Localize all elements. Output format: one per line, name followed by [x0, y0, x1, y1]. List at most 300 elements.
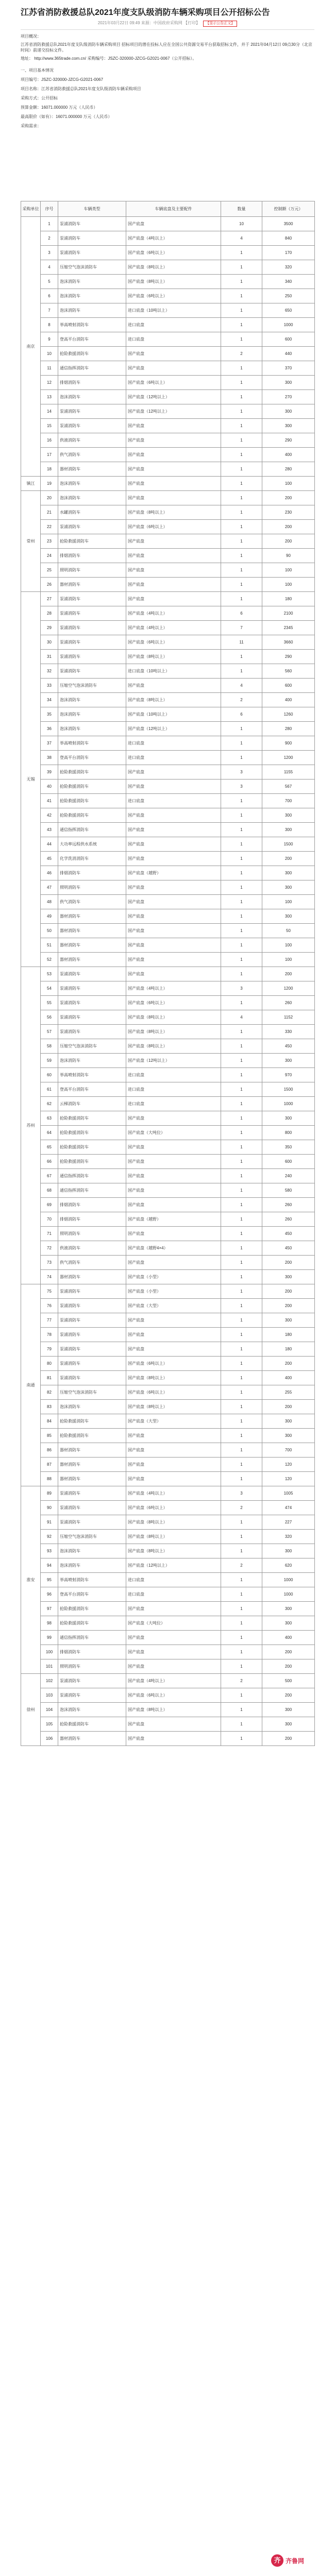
cell-type: 压缩空气泡沫消防车 — [58, 679, 126, 693]
cell-qty: 1 — [221, 1515, 262, 1530]
cell-index: 90 — [41, 1501, 58, 1515]
cell-type: 泡沫消防车 — [58, 303, 126, 318]
table-row — [21, 1111, 315, 1126]
cell-type: 泵浦消防车 — [58, 664, 126, 679]
cell-type: 泡沫消防车 — [58, 289, 126, 303]
budget-value: 16071.000000 万元（人民币） — [41, 105, 98, 110]
cell-chassis: 国产底盘 — [126, 938, 221, 953]
cell-amount: 700 — [262, 794, 315, 808]
cell-type: 器材消防车 — [58, 1270, 126, 1284]
cell-chassis: 国产底盘 — [126, 967, 221, 981]
table-row — [21, 246, 315, 260]
cell-qty: 4 — [221, 1010, 262, 1025]
cell-chassis: 国产底盘 — [126, 462, 221, 477]
cell-amount: 1000 — [262, 1573, 315, 1587]
cell-type: 抢险救援消防车 — [58, 794, 126, 808]
cell-amount: 370 — [262, 361, 315, 376]
cell-index: 98 — [41, 1616, 58, 1631]
cell-index: 38 — [41, 751, 58, 765]
cell-type: 供液消防车 — [58, 433, 126, 448]
cell-amount: 230 — [262, 505, 315, 520]
cell-amount: 200 — [262, 1284, 315, 1299]
cell-index: 104 — [41, 1703, 58, 1717]
cell-type: 泡沫消防车 — [58, 707, 126, 722]
table-row — [21, 592, 315, 606]
demand-label: 采购需求： — [21, 124, 41, 128]
table-row — [21, 1212, 315, 1227]
cell-type: 泵浦消防车 — [58, 1357, 126, 1371]
cell-chassis: 国产底盘 — [126, 895, 221, 909]
cell-amount: 260 — [262, 1198, 315, 1212]
cell-type: 压缩空气泡沫消防车 — [58, 1039, 126, 1054]
cell-qty: 1 — [221, 462, 262, 477]
cell-index: 87 — [41, 1458, 58, 1472]
cell-amount: 580 — [262, 1183, 315, 1198]
cell-type: 供气消防车 — [58, 1256, 126, 1270]
cell-amount: 500 — [262, 1674, 315, 1688]
cell-chassis: 国产底盘（12吨以上） — [126, 1054, 221, 1068]
cell-index: 67 — [41, 1169, 58, 1183]
cell-qty: 1 — [221, 967, 262, 981]
cell-index: 20 — [41, 491, 58, 505]
cell-chassis: 国产底盘（小型） — [126, 1270, 221, 1284]
cell-amount: 340 — [262, 275, 315, 289]
cell-chassis: 国产底盘 — [126, 217, 221, 231]
table-row — [21, 967, 315, 981]
cell-amount: 280 — [262, 462, 315, 477]
cell-chassis: 国产底盘 — [126, 1227, 221, 1241]
cell-amount: 900 — [262, 736, 315, 751]
table-row — [21, 1241, 315, 1256]
cell-qty: 1 — [221, 275, 262, 289]
cell-qty: 3 — [221, 765, 262, 779]
cell-type: 泵浦消防车 — [58, 996, 126, 1010]
cell-index: 11 — [41, 361, 58, 376]
table-row — [21, 1270, 315, 1284]
cell-type: 器材消防车 — [58, 909, 126, 924]
cell-index: 54 — [41, 981, 58, 996]
cell-index: 68 — [41, 1183, 58, 1198]
cell-chassis: 国产底盘（8吨以上） — [126, 275, 221, 289]
cell-index: 6 — [41, 289, 58, 303]
cell-amount: 450 — [262, 1039, 315, 1054]
cell-qty: 1 — [221, 1400, 262, 1414]
cell-chassis: 国产底盘（4吨以上） — [126, 1674, 221, 1688]
cell-amount: 200 — [262, 1732, 315, 1746]
cell-index: 91 — [41, 1515, 58, 1530]
header-index: 序号 — [41, 201, 58, 217]
cell-qty: 1 — [221, 477, 262, 491]
cell-index: 45 — [41, 852, 58, 866]
cell-chassis: 国产底盘（6吨以上） — [126, 1688, 221, 1703]
cell-type: 排烟消防车 — [58, 376, 126, 390]
cell-qty: 6 — [221, 606, 262, 621]
cell-amount: 1200 — [262, 981, 315, 996]
cell-index: 59 — [41, 1054, 58, 1068]
cell-chassis: 国产底盘 — [126, 808, 221, 823]
table-row — [21, 1371, 315, 1385]
cell-chassis: 国产底盘（8吨以上） — [126, 1544, 221, 1558]
cell-chassis: 国产底盘（8吨以上） — [126, 1515, 221, 1530]
table-row — [21, 1717, 315, 1732]
cell-chassis: 国产底盘（小型） — [126, 1284, 221, 1299]
cell-type: 泵浦消防车 — [58, 1515, 126, 1530]
cell-chassis: 国产底盘（4吨以上） — [126, 621, 221, 635]
cell-chassis: 国产底盘 — [126, 433, 221, 448]
cell-type: 排烟消防车 — [58, 549, 126, 563]
cell-index: 75 — [41, 1284, 58, 1299]
cell-chassis: 进口底盘（10吨以上） — [126, 664, 221, 679]
cell-type: 大功率远程供水系统 — [58, 837, 126, 852]
cell-amount: 100 — [262, 953, 315, 967]
cell-amount: 300 — [262, 419, 315, 433]
cell-index: 72 — [41, 1241, 58, 1256]
cell-amount: 1000 — [262, 1097, 315, 1111]
cell-index: 83 — [41, 1400, 58, 1414]
cell-type: 泵浦消防车 — [58, 1313, 126, 1328]
cell-index: 69 — [41, 1198, 58, 1212]
cell-qty: 1 — [221, 318, 262, 332]
table-row — [21, 1659, 315, 1674]
cell-type: 通信指挥消防车 — [58, 1169, 126, 1183]
cell-amount: 200 — [262, 1299, 315, 1313]
cell-type: 泵浦消防车 — [58, 635, 126, 650]
cell-chassis: 国产底盘（6吨以上） — [126, 289, 221, 303]
cell-index: 74 — [41, 1270, 58, 1284]
cell-qty: 1 — [221, 837, 262, 852]
cell-amount: 180 — [262, 592, 315, 606]
cell-chassis: 国产底盘 — [126, 578, 221, 592]
cell-chassis: 国产底盘 — [126, 1631, 221, 1645]
cell-chassis: 国产底盘（8吨以上） — [126, 1039, 221, 1054]
cell-amount: 1155 — [262, 765, 315, 779]
cell-amount: 100 — [262, 477, 315, 491]
cell-amount: 300 — [262, 1703, 315, 1717]
table-row — [21, 505, 315, 520]
cell-type: 供气消防车 — [58, 895, 126, 909]
table-row — [21, 1558, 315, 1573]
cell-qty: 1 — [221, 404, 262, 419]
table-row — [21, 1328, 315, 1342]
cell-amount: 200 — [262, 852, 315, 866]
cell-index: 19 — [41, 477, 58, 491]
cell-index: 76 — [41, 1299, 58, 1313]
cell-index: 103 — [41, 1688, 58, 1703]
cell-index: 28 — [41, 606, 58, 621]
cell-type: 泵浦消防车 — [58, 1501, 126, 1515]
cell-type: 泵浦消防车 — [58, 1688, 126, 1703]
cell-qty: 1 — [221, 736, 262, 751]
cell-qty: 1 — [221, 794, 262, 808]
cell-type: 通信指挥消防车 — [58, 1183, 126, 1198]
cell-chassis: 国产底盘（6吨以上） — [126, 635, 221, 650]
cell-index: 8 — [41, 318, 58, 332]
cell-chassis: 国产底盘 — [126, 419, 221, 433]
cell-unit: 南通 — [21, 1284, 41, 1486]
table-row — [21, 1198, 315, 1212]
watermark-text: 齐鲁网 — [286, 2557, 305, 2565]
table-row — [21, 736, 315, 751]
cell-type: 登高平台消防车 — [58, 1082, 126, 1097]
cell-chassis: 国产底盘（8吨以上） — [126, 1703, 221, 1717]
cell-unit: 南京 — [21, 217, 41, 477]
table-row — [21, 1227, 315, 1241]
cell-type: 器材消防车 — [58, 1443, 126, 1458]
table-row — [21, 549, 315, 563]
cell-index: 25 — [41, 563, 58, 578]
cell-amount: 300 — [262, 404, 315, 419]
cell-chassis: 国产底盘（8吨以上） — [126, 1025, 221, 1039]
table-row — [21, 1400, 315, 1414]
table-row — [21, 1587, 315, 1602]
cell-chassis: 进口底盘（10吨以上） — [126, 303, 221, 318]
table-row — [21, 1631, 315, 1645]
cell-chassis: 进口底盘 — [126, 1068, 221, 1082]
cell-index: 71 — [41, 1227, 58, 1241]
cell-index: 95 — [41, 1573, 58, 1587]
cell-type: 泵浦消防车 — [58, 231, 126, 246]
cell-chassis: 国产底盘（6吨以上） — [126, 996, 221, 1010]
table-row — [21, 1256, 315, 1270]
cell-index: 81 — [41, 1371, 58, 1385]
cell-amount: 600 — [262, 679, 315, 693]
table-row — [21, 895, 315, 909]
cell-index: 77 — [41, 1313, 58, 1328]
budget-label: 预算金额： — [21, 105, 41, 110]
cell-index: 24 — [41, 549, 58, 563]
cell-chassis: 国产底盘 — [126, 837, 221, 852]
table-row — [21, 981, 315, 996]
cell-type: 照明消防车 — [58, 880, 126, 895]
cell-type: 泡沫消防车 — [58, 1544, 126, 1558]
cell-amount: 300 — [262, 1544, 315, 1558]
table-row — [21, 231, 315, 246]
cell-qty: 1 — [221, 419, 262, 433]
cell-index: 63 — [41, 1111, 58, 1126]
project-number-label: 项目编号： — [21, 77, 41, 82]
table-row — [21, 361, 315, 376]
table-row — [21, 924, 315, 938]
cell-amount: 280 — [262, 722, 315, 736]
cell-chassis: 国产底盘 — [126, 1313, 221, 1328]
cell-qty: 11 — [221, 635, 262, 650]
cell-index: 96 — [41, 1587, 58, 1602]
cell-type: 云梯消防车 — [58, 1097, 126, 1111]
cell-chassis: 国产底盘 — [126, 491, 221, 505]
cell-type: 抢险救援消防车 — [58, 534, 126, 549]
cell-index: 92 — [41, 1530, 58, 1544]
table-row — [21, 808, 315, 823]
intro-text: 江苏省消防救援总队2021年度支队级消防车辆采购项目 招标项目的潜在投标人应在全国公共资源交易平台获取招标文件，并于 2021年04月12日 09点30分（北京时间）前递交投标文件。 — [21, 42, 312, 53]
cell-amount: 90 — [262, 549, 315, 563]
cell-chassis: 国产底盘（8吨以上） — [126, 1010, 221, 1025]
cell-qty: 1 — [221, 246, 262, 260]
table-row — [21, 1313, 315, 1328]
cell-chassis: 国产底盘 — [126, 1111, 221, 1126]
cell-amount: 200 — [262, 534, 315, 549]
cell-index: 51 — [41, 938, 58, 953]
cell-qty: 1 — [221, 448, 262, 462]
cell-chassis: 国产底盘 — [126, 361, 221, 376]
show-body-button[interactable]: 【显示公告正文】 — [203, 21, 237, 27]
cell-qty: 1 — [221, 852, 262, 866]
cell-chassis: 国产底盘（6吨以上） — [126, 1385, 221, 1400]
table-row — [21, 1097, 315, 1111]
cell-amount: 300 — [262, 1414, 315, 1429]
cell-index: 105 — [41, 1717, 58, 1732]
cell-index: 85 — [41, 1429, 58, 1443]
table-row — [21, 1732, 315, 1746]
header-unit: 采购单位 — [21, 201, 41, 217]
cell-index: 16 — [41, 433, 58, 448]
cell-type: 泵浦消防车 — [58, 1371, 126, 1385]
cell-qty: 1 — [221, 823, 262, 837]
cell-index: 1 — [41, 217, 58, 231]
cell-qty: 1 — [221, 1198, 262, 1212]
budget — [21, 105, 314, 110]
cell-type: 抢险救援消防车 — [58, 765, 126, 779]
cell-amount: 180 — [262, 1328, 315, 1342]
cell-qty: 1 — [221, 751, 262, 765]
cell-qty: 1 — [221, 361, 262, 376]
cell-chassis: 国产底盘 — [126, 823, 221, 837]
cell-chassis: 国产底盘 — [126, 347, 221, 361]
cell-qty: 1 — [221, 1703, 262, 1717]
cell-qty: 2 — [221, 693, 262, 707]
cell-chassis: 国产底盘（8吨以上） — [126, 693, 221, 707]
cell-index: 78 — [41, 1328, 58, 1342]
cell-index: 2 — [41, 231, 58, 246]
cell-chassis: 国产底盘 — [126, 765, 221, 779]
table-row — [21, 909, 315, 924]
cell-qty: 1 — [221, 520, 262, 534]
cell-qty: 1 — [221, 1241, 262, 1256]
cell-chassis: 国产底盘 — [126, 1602, 221, 1616]
cell-type: 泡沫消防车 — [58, 477, 126, 491]
cell-qty: 1 — [221, 1227, 262, 1241]
cell-amount: 227 — [262, 1515, 315, 1530]
cell-qty: 3 — [221, 1486, 262, 1501]
cell-qty: 1 — [221, 880, 262, 895]
table-row — [21, 477, 315, 491]
cell-qty: 1 — [221, 491, 262, 505]
header-chassis: 车辆底盘及主要配件 — [126, 201, 221, 217]
table-row — [21, 1183, 315, 1198]
cell-chassis: 国产底盘（8吨以上） — [126, 650, 221, 664]
cell-chassis: 国产底盘 — [126, 880, 221, 895]
cell-chassis: 国产底盘（8吨以上） — [126, 1530, 221, 1544]
cell-chassis: 国产底盘 — [126, 1645, 221, 1659]
header-amount: 控制额（万元） — [262, 201, 315, 217]
cell-qty: 2 — [221, 1501, 262, 1515]
cell-qty: 1 — [221, 1357, 262, 1371]
cell-amount: 120 — [262, 1472, 315, 1486]
cell-chassis: 国产底盘（8吨以上） — [126, 1400, 221, 1414]
cell-index: 41 — [41, 794, 58, 808]
cell-amount: 170 — [262, 246, 315, 260]
cell-type: 泵浦消防车 — [58, 1486, 126, 1501]
cell-chassis: 国产底盘 — [126, 1169, 221, 1183]
table-row — [21, 1530, 315, 1544]
cell-qty: 1 — [221, 1183, 262, 1198]
cell-index: 53 — [41, 967, 58, 981]
cell-type: 登高平台消防车 — [58, 751, 126, 765]
cell-qty: 1 — [221, 578, 262, 592]
table-row — [21, 1155, 315, 1169]
cell-qty: 1 — [221, 1025, 262, 1039]
table-row — [21, 664, 315, 679]
cell-amount: 400 — [262, 448, 315, 462]
cell-type: 举高喷射消防车 — [58, 318, 126, 332]
cell-index: 5 — [41, 275, 58, 289]
table-row — [21, 289, 315, 303]
cell-qty: 1 — [221, 1328, 262, 1342]
cell-type: 泵浦消防车 — [58, 1010, 126, 1025]
cell-index: 106 — [41, 1732, 58, 1746]
cell-qty: 1 — [221, 1256, 262, 1270]
cell-chassis: 国产底盘 — [126, 549, 221, 563]
cell-index: 3 — [41, 246, 58, 260]
cell-amount: 200 — [262, 491, 315, 505]
cell-chassis: 进口底盘 — [126, 1587, 221, 1602]
cell-chassis: 国产底盘 — [126, 779, 221, 794]
cell-chassis: 国产底盘（6吨以上） — [126, 520, 221, 534]
cell-type: 供液消防车 — [58, 1241, 126, 1256]
cell-amount: 100 — [262, 938, 315, 953]
cell-index: 57 — [41, 1025, 58, 1039]
cell-index: 100 — [41, 1645, 58, 1659]
cell-amount: 180 — [262, 1342, 315, 1357]
cell-chassis: 国产底盘 — [126, 1429, 221, 1443]
cell-qty: 1 — [221, 1054, 262, 1068]
cell-qty: 1 — [221, 376, 262, 390]
cell-index: 55 — [41, 996, 58, 1010]
cell-amount: 200 — [262, 1688, 315, 1703]
table-row — [21, 448, 315, 462]
table-row — [21, 693, 315, 707]
max-price-label: 最高限价（如有）： — [21, 114, 56, 119]
table-row — [21, 1054, 315, 1068]
cell-type: 泵浦消防车 — [58, 650, 126, 664]
cell-index: 34 — [41, 693, 58, 707]
cell-type: 排烟消防车 — [58, 1198, 126, 1212]
procurement-method-value: 公开招标 — [41, 96, 58, 100]
table-row — [21, 1443, 315, 1458]
cell-chassis: 国产底盘 — [126, 448, 221, 462]
cell-type: 泡沫消防车 — [58, 390, 126, 404]
cell-qty: 3 — [221, 981, 262, 996]
table-row — [21, 1342, 315, 1357]
cell-index: 60 — [41, 1068, 58, 1082]
cell-index: 102 — [41, 1674, 58, 1688]
cell-type: 器材消防车 — [58, 578, 126, 592]
cell-qty: 1 — [221, 1039, 262, 1054]
cell-amount: 260 — [262, 996, 315, 1010]
article-meta — [21, 20, 314, 26]
cell-amount: 3500 — [262, 217, 315, 231]
watermark-logo-icon: 齐 — [271, 2554, 283, 2567]
cell-qty: 1 — [221, 505, 262, 520]
cell-type: 照明消防车 — [58, 1227, 126, 1241]
table-row — [21, 318, 315, 332]
cell-qty: 1 — [221, 1616, 262, 1631]
cell-type: 泵浦消防车 — [58, 217, 126, 231]
cell-type: 泡沫消防车 — [58, 1558, 126, 1573]
table-row — [21, 1486, 315, 1501]
cell-chassis: 国产底盘 — [126, 953, 221, 967]
cell-type: 抢险救援消防车 — [58, 1602, 126, 1616]
table-row — [21, 1688, 315, 1703]
